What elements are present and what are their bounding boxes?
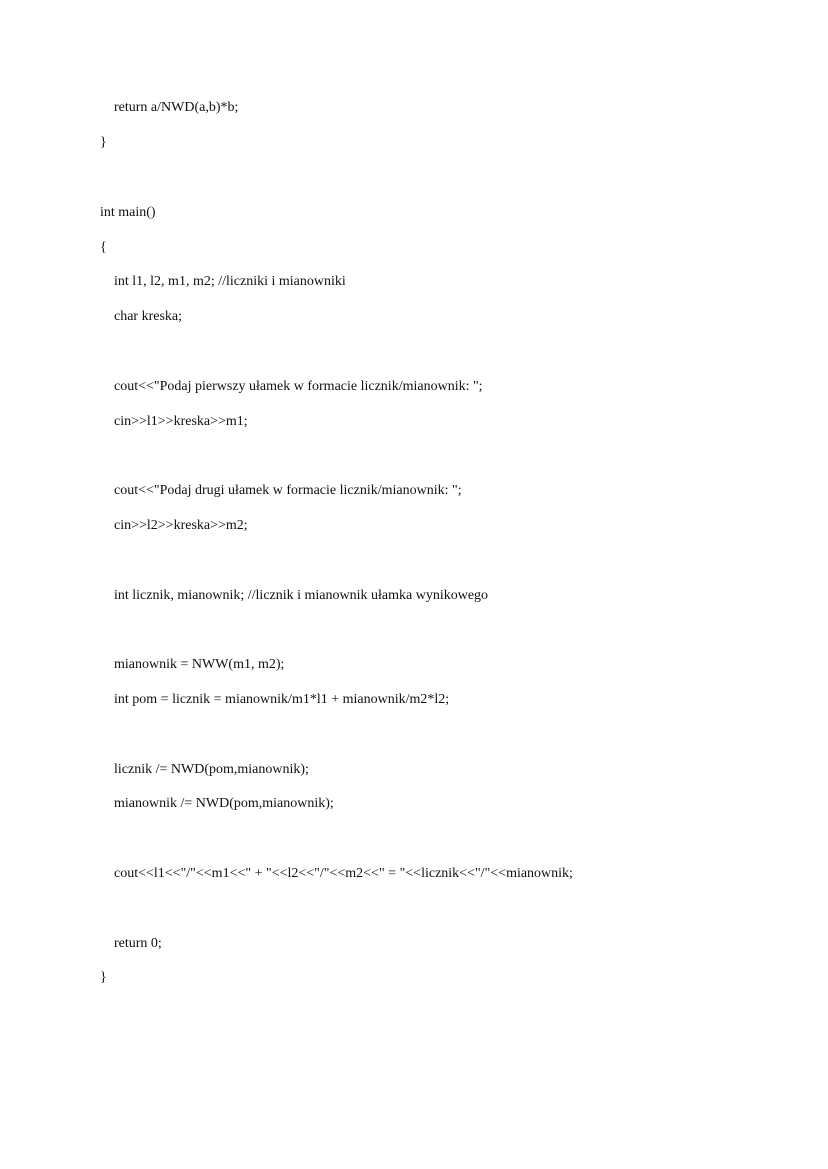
code-line-close-brace-function: } [100,135,107,150]
code-line-open-brace-main: { [100,240,107,255]
code-line-reduce-numerator: licznik /= NWD(pom,mianownik); [114,762,309,777]
code-line-main-signature: int main() [100,205,156,220]
code-line-declare-fractions: int l1, l2, m1, m2; //liczniki i mianowniki [114,274,346,289]
code-line-reduce-denominator: mianownik /= NWD(pom,mianownik); [114,796,334,811]
code-line-compute-numerator: int pom = licznik = mianownik/m1*l1 + mianownik/m2*l2; [114,692,450,707]
code-line-close-brace-main: } [100,970,107,985]
code-line-read-second: cin>>l2>>kreska>>m2; [114,518,248,533]
code-line-declare-result: int licznik, mianownik; //licznik i mianownik ułamka wynikowego [114,588,489,603]
code-line-read-first: cin>>l1>>kreska>>m1; [114,414,248,429]
code-line-prompt-first: cout<<"Podaj pierwszy ułamek w formacie licznik/mianownik: "; [114,379,483,394]
code-line-return-nww: return a/NWD(a,b)*b; [114,100,239,115]
code-line-prompt-second: cout<<"Podaj drugi ułamek w formacie licznik/mianownik: "; [114,483,462,498]
code-line-return-zero: return 0; [114,936,162,951]
code-line-output-result: cout<<l1<<"/"<<m1<<" + "<<l2<<"/"<<m2<<" = "<<licznik<<"/"<<mianownik; [114,866,573,881]
code-line-declare-kreska: char kreska; [114,309,183,324]
code-line-compute-denominator: mianownik = NWW(m1, m2); [114,657,285,672]
